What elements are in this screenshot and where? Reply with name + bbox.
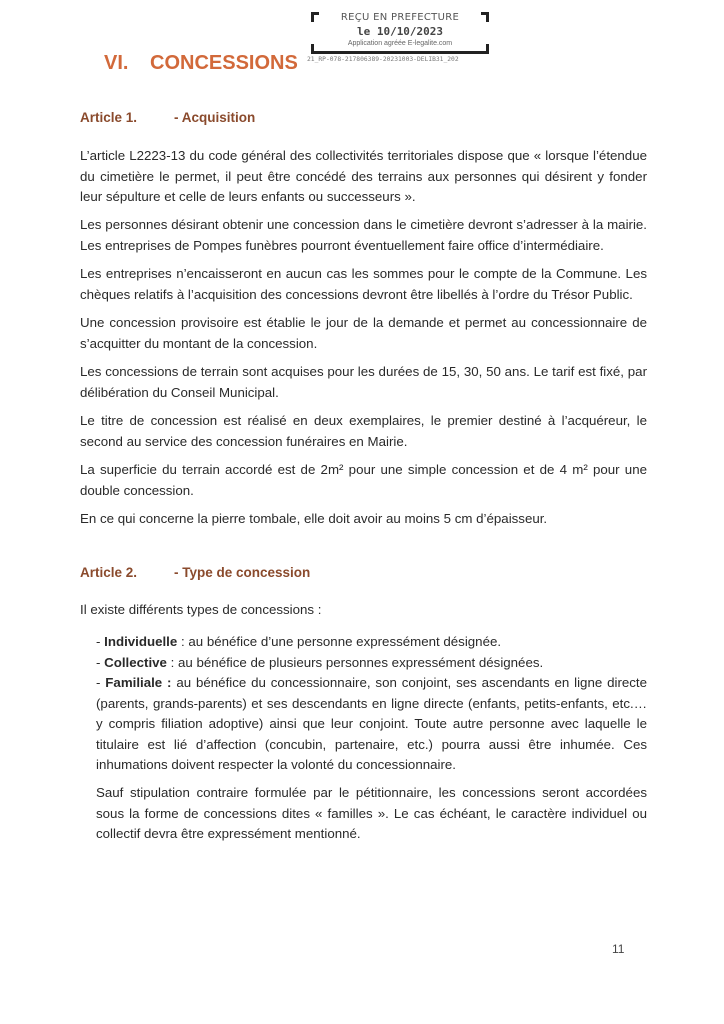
article-1-paragraph: Les personnes désirant obtenir une concession dans le cimetière devront s’adresser à la mairie. Les entreprises de Pompes funèbres pourront éventuellement faire office d’intermédiaire. xyxy=(80,217,647,253)
prefecture-stamp xyxy=(307,10,493,54)
list-item: - Familiale : au bénéfice du concessionnaire, son conjoint, ses ascendants en ligne directe (parents, grands-parents) et ses descendants en ligne directe (enfants, petits-enfants, etc.… y compris filiation adoptive) ainsi que leur conjoint. Toute autre personne avec laquelle le titulaire est lié d’affection (concubin, partenaire, etc.) pourra aussi être inhumée. Ces inhumations doivent respecter la volonté du concessionnaire. xyxy=(96,675,648,772)
section-title-text: CONCESSIONS xyxy=(150,52,298,74)
article-1-paragraph: La superficie du terrain accordé est de 2m² pour une simple concession et de 4 m² pour une double concession. xyxy=(80,462,647,498)
article-1-paragraph: Une concession provisoire est établie le jour de la demande et permet au concessionnaire de s’acquitter du montant de la concession. xyxy=(80,315,647,351)
concession-types-list xyxy=(96,632,647,776)
stamp-title: REÇU EN PREFECTURE xyxy=(340,12,460,23)
article-2-title: - Type de concession xyxy=(174,565,311,580)
article-1-paragraph: L’article L2223-13 du code général des collectivités territoriales dispose que « lorsque l’étendue du cimetière le permet, il peut être concédé des terrains aux personnes qui désirent y fonder leur sépulture et celle de leurs enfants ou successeurs ». xyxy=(80,148,647,204)
type-name: Individuelle xyxy=(104,634,178,649)
section-number: VI. xyxy=(104,52,129,74)
list-item: - Individuelle : au bénéfice d’une personne expressément désignée. xyxy=(96,634,502,649)
list-item: - Collective : au bénéfice de plusieurs personnes expressément désignées. xyxy=(96,654,544,670)
article-1-heading xyxy=(80,110,255,125)
type-name: Collective xyxy=(104,654,167,670)
stamp-reference: 21_RP-078-217806389-20231003-DELIB31_202 xyxy=(307,56,459,63)
article-2-intro: Il existe différents types de concessions : xyxy=(80,602,322,617)
article-2-heading xyxy=(80,565,310,580)
article-1-paragraph: Le titre de concession est réalisé en deux exemplaires, le premier destiné à l’acquéreur, le second au service des concession funéraires en Mairie. xyxy=(80,413,647,449)
stamp-date: le 10/10/2023 xyxy=(356,25,444,38)
article-1-paragraph: Les concessions de terrain sont acquises pour les durées de 15, 30, 50 ans. Le tarif est fixé, par délibération du Conseil Municipal. xyxy=(80,364,647,400)
article-2-closing: Sauf stipulation contraire formulée par le pétitionnaire, les concessions seront accordées sous la forme de concessions dites « familles ». Le cas échéant, le caractère individuel ou collectif devra être expressément mentionné. xyxy=(96,785,647,841)
article-1-paragraph: Les entreprises n’encaisseront en aucun cas les sommes pour le compte de la Commune. Les chèques relatifs à l’acquisition des concessions devront être libellés à l’ordre du Trésor Public. xyxy=(80,266,647,302)
article-2-number: Article 2. xyxy=(80,565,138,580)
type-name: Familiale : xyxy=(105,675,172,690)
section-title xyxy=(104,52,298,75)
stamp-application: Application agréée E-legalite.com xyxy=(347,40,453,47)
stamp-border xyxy=(311,51,489,54)
article-1-number: Article 1. xyxy=(80,110,138,125)
article-1-title: - Acquisition xyxy=(174,110,256,125)
page-number: 11 xyxy=(612,942,625,956)
article-1-paragraph: En ce qui concerne la pierre tombale, elle doit avoir au moins 5 cm d’épaisseur. xyxy=(80,511,548,526)
